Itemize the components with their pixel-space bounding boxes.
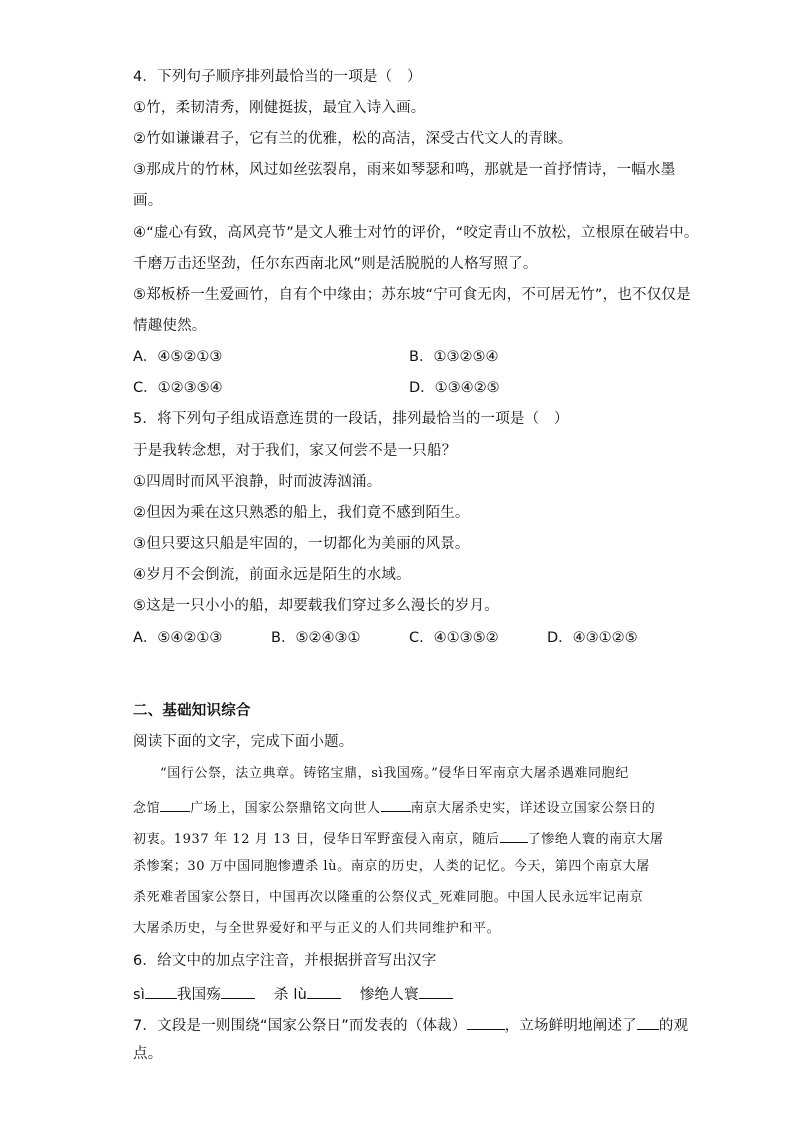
- q5-sentence-5: ⑤这是一只小小的船，却要载我们穿过多么漫长的岁月。: [133, 598, 499, 614]
- q6-answers: sì 我国殇 杀 lù 惨绝人寰: [133, 982, 453, 1005]
- section-intro: 阅读下面的文字，完成下面小题。: [133, 734, 354, 750]
- q4-sentence-4a: ④“虚心有致，高风亮节”是文人雅士对竹的评价，“咬定青山不放松，立根原在破岩中。: [133, 225, 699, 241]
- q4-sentence-5a: ⑤郑板桥一生爱画竹，自有个中缘由；苏东坡“宁可食无肉，不可居无竹”，也不仅仅是: [133, 287, 691, 303]
- q5-lead: 于是我转念想，对于我们，家又何尝不是一只船？: [133, 443, 457, 459]
- q4-option-b[interactable]: B．①③②⑤④: [409, 349, 499, 365]
- q5-option-c[interactable]: C．④①③⑤②: [409, 630, 499, 646]
- q4-option-c[interactable]: C．①②③⑤④: [133, 380, 223, 396]
- passage-line-4: 杀惨案；30 万中国同胞惨遭杀 lù。南京的历史，人类的记忆。今天，第四个南京大屠: [133, 859, 650, 874]
- passage-line-1: “国行公祭，法立典章。铸铭宝鼎，sì我国殇。”侵华日军南京大屠杀遇难同胞纪: [160, 766, 629, 781]
- q7-blank-1[interactable]: [467, 1013, 505, 1030]
- q4-sentence-5b: 情趣使然。: [133, 318, 207, 334]
- passage-line-6: 大屠杀历史，与全世界爱好和平与正义的人们共同维护和平。: [133, 921, 501, 936]
- q5-sentence-4: ④岁月不会倒流，前面永远是陌生的水域。: [133, 567, 411, 583]
- q4-option-d[interactable]: D．①③④②⑤: [409, 380, 500, 396]
- passage-blank-2[interactable]: [381, 795, 411, 812]
- q5-option-a[interactable]: A．⑤④②①③: [133, 630, 223, 646]
- q6-blank-3[interactable]: [307, 982, 341, 999]
- q5-stem: 5．将下列句子组成语意连贯的一段话，排列最恰当的一项是（ ）: [133, 411, 569, 427]
- q5-option-d[interactable]: D．④③①②⑤: [547, 630, 638, 646]
- q4-stem: 4．下列句子顺序排列最恰当的一项是（ ）: [133, 69, 422, 85]
- q5-option-b[interactable]: B．⑤②④③①: [271, 630, 361, 646]
- passage-blank-3[interactable]: [500, 826, 528, 843]
- q6-blank-2[interactable]: [221, 982, 255, 999]
- q4-sentence-2: ②竹如谦谦君子，它有兰的优雅，松的高洁，深受古代文人的青睐。: [133, 131, 573, 147]
- q7-stem-line-2: 点。: [133, 1046, 163, 1062]
- passage-line-2: 念馆 广场上，国家公祭鼎铭文向世人 南京大屠杀史实，详述设立国家公祭日的: [133, 795, 655, 819]
- passage-line-3: 初衷。1937 年 12 月 13 日，侵华日军野蛮侵入南京，随后 了惨绝人寰的南京大屠: [133, 826, 664, 850]
- q7-stem-line-1: 7．文段是一则围绕“国家公祭日”而发表的（体裁） ，立场鲜明地阐述了 的观: [133, 1013, 688, 1036]
- q6-blank-4[interactable]: [419, 982, 453, 999]
- q4-sentence-4b: 千磨万击还坚劲，任尔东西南北风”则是活脱脱的人格写照了。: [133, 256, 538, 272]
- passage-blank-1[interactable]: [160, 795, 190, 812]
- section-title: 二、基础知识综合: [133, 703, 251, 719]
- q4-option-a[interactable]: A．④⑤②①③: [133, 349, 223, 365]
- q5-sentence-1: ①四周时而风平浪静，时而波涛汹涌。: [133, 474, 382, 490]
- q5-sentence-3: ③但只要这只船是牢固的，一切都化为美丽的风景。: [133, 536, 470, 552]
- q4-sentence-3b: 画。: [133, 193, 163, 209]
- q4-sentence-3a: ③那成片的竹林，风过如丝弦裂帛，雨来如琴瑟和鸣，那就是一首抒情诗，一幅水墨: [133, 162, 676, 178]
- q6-stem: 6．给文中的加点字注音，并根据拼音写出汉字: [133, 953, 437, 969]
- q4-sentence-1: ①竹，柔韧清秀，刚健挺拔，最宜入诗入画。: [133, 100, 426, 116]
- q5-sentence-2: ②但因为乘在这只熟悉的船上，我们竟不感到陌生。: [133, 505, 470, 521]
- passage-line-5: 杀死难者国家公祭日，中国再次以隆重的公祭仪式_死难同胞。中国人民永远牢记南京: [133, 890, 644, 905]
- q7-blank-2[interactable]: [637, 1013, 659, 1030]
- q6-blank-1[interactable]: [145, 982, 177, 999]
